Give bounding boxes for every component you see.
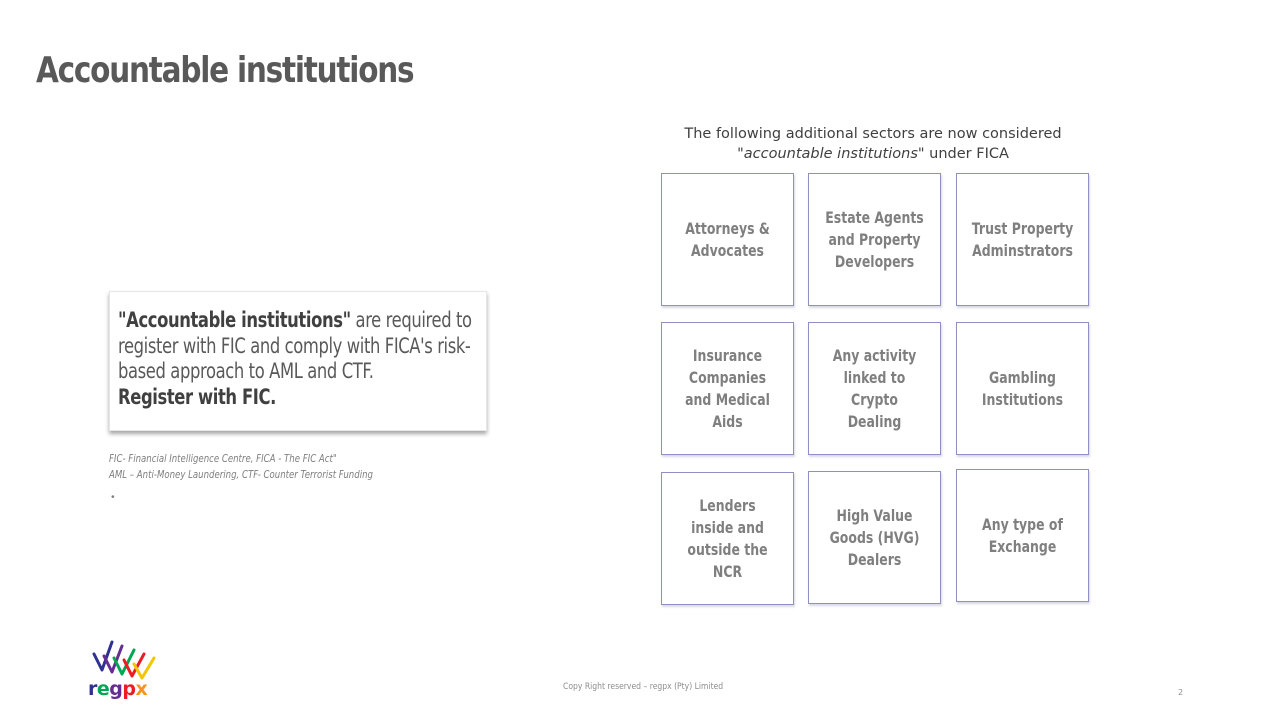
sectors-heading-line2 <box>673 144 1073 164</box>
logo-letter: r <box>88 678 97 700</box>
logo-letter: p <box>122 678 136 700</box>
logo-letter: e <box>96 678 110 700</box>
sector-box-hvg-dealers <box>808 471 941 604</box>
sector-label: Gambling Institutions <box>981 367 1064 409</box>
footnote-aml: AML – Anti-Money Laundering, CTF- Counter Terrorist Funding <box>109 468 373 481</box>
sector-label: Attorneys & Advocates <box>685 218 770 260</box>
sector-label: High Value Goods (HVG) Dealers <box>829 505 920 569</box>
heading-quote-open: " <box>737 146 744 162</box>
bullet-marker: • <box>111 492 115 503</box>
page-title: Accountable institutions <box>36 50 414 91</box>
sector-label: Estate Agents and Property Developers <box>825 207 924 271</box>
sector-label: Trust Property Adminstrators <box>971 218 1074 260</box>
sector-box-trust-property <box>956 173 1089 306</box>
sector-box-estate-agents <box>808 173 941 306</box>
sector-box-exchange <box>956 469 1089 602</box>
quote-close: " <box>342 308 351 332</box>
sector-box-attorneys <box>661 173 794 306</box>
sectors-heading-suffix: " under FICA <box>917 146 1009 162</box>
copyright-notice: Copy Right reserved – regpx (Pty) Limited <box>563 682 724 692</box>
page-number: 2 <box>1178 688 1184 697</box>
logo-wordmark <box>88 678 147 700</box>
sector-label: Any activity linked to Crypto Dealing <box>832 345 917 431</box>
footnotes <box>109 451 373 483</box>
sectors-heading <box>673 124 1073 164</box>
callout-text <box>118 308 477 410</box>
footnote-fic: FIC- Financial Intelligence Centre, FICA - The FIC Act" <box>109 452 337 465</box>
logo-letter: x <box>135 678 148 700</box>
sectors-heading-emphasis: accountable institutions <box>743 146 918 162</box>
sector-label: Insurance Companies and Medical Aids <box>685 345 770 431</box>
definition-callout <box>109 291 487 431</box>
logo-letter: g <box>109 678 123 700</box>
callout-action: Register with FIC. <box>118 384 276 409</box>
callout-body: are required to register with FIC and comply with FICA's risk-based approach to AML and CTF. <box>118 308 472 383</box>
sector-box-crypto <box>808 322 941 455</box>
sectors-heading-line1: The following additional sectors are now considered <box>684 126 1062 142</box>
sector-box-lenders <box>661 472 794 605</box>
sector-label: Any type of Exchange <box>982 514 1063 556</box>
sector-box-gambling <box>956 322 1089 455</box>
sector-box-insurance <box>661 322 794 455</box>
sector-label: Lenders inside and outside the NCR <box>687 495 768 581</box>
callout-term: Accountable institutions <box>126 308 343 332</box>
quote-open: " <box>118 308 127 332</box>
